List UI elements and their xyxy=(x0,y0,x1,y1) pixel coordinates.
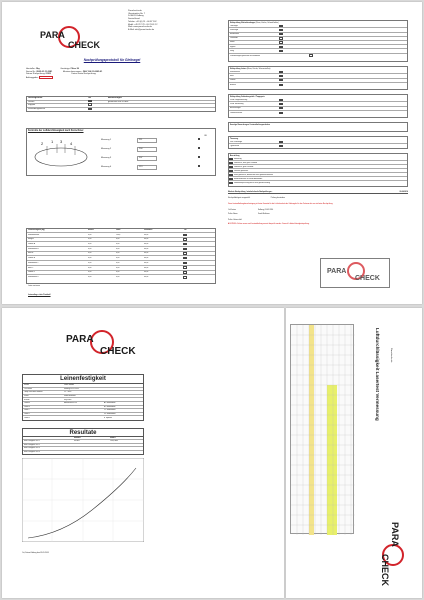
measurements: OK Messung 1 211 Messung 2 204 Messung 3 207 Messung 4 213 xyxy=(101,135,207,169)
sheet2-footer: Ort, Datum Kolberg den 09.05.2014 xyxy=(22,552,49,554)
page-title: Nachprüfungsprotokoll für Gleitsegel xyxy=(83,58,141,62)
stamp: PARA CHECK xyxy=(320,258,390,288)
parachecks-logo-2: PARA CHECK xyxy=(60,328,140,368)
vertical-subtitle: Parachecks.de xyxy=(390,348,392,363)
trim-box: Trimmung DHV Gütesiegel Typenschild xyxy=(228,136,408,149)
next-check: Nächste Nachprüfung / wiederholende Nachprüfungen: 09.06.2016 xyxy=(228,191,408,193)
canopy-inspection: Sichtprüfung Gleitschirmkappe (Risse, Knicke, Schweißnähte) Obersegel Untersegel Einlaßkante Zellwände Nähte Rippen Fang Profilöffnungen gemessen mit Bandmaß xyxy=(228,20,408,62)
assessment-box: Beurteilung Neuwertig Gebraucht, sehr guter Zustand Gebraucht, guter Zustand Deutlich gebraucht Stark gebraucht, demnächst nach gebrauchsnähren Materialkontrolle in kurzen Abständen Überbeanspruchung durch nicht gebrauchsfähig xyxy=(228,153,408,187)
line-strength-page xyxy=(2,308,284,598)
gleitsegel-table: Gleitsegeltuch OK Bemerkungen Leinen gemessen mit 26 daN Kappen Verbindungsleinen xyxy=(26,96,216,112)
laser-data-grid xyxy=(290,324,354,534)
lines-inspection: Sichtprüfung Leinen (Risse, Knicke, Scheuerstellen) Stammleinen Mitte Galerie Bremse xyxy=(228,66,408,90)
parachecks-logo-3: PARA CHECK xyxy=(364,520,414,590)
remarks-box: Sonstige Bemerkungen / Instandhaltungsarbeiten xyxy=(228,122,408,132)
parachecks-logo: PARA CHECK xyxy=(36,22,106,62)
right-column: Sichtprüfung Gleitschirmkappe (Risse, Knicke, Schweißnähte) Obersegel Untersegel Einlaßkante Zellwände Nähte Rippen Fang Profilöffnungen gemessen mit Bandmaß Sichtprüfung Leinen (Risse, Knicke, Scheuerstellen) Stammleinen Mitte Galerie Bremse Sichtprüfung Verbindungsteile / Tragegurte Gurte Längenmessung Gurte Verformung Beschleuniger Leinenschlösser Sonstige Bemerkungen / Instandhaltungsarbeiten Trimmung DHV Gütesiegel Typenschild Beurteilung Neuwertig Gebraucht, sehr guter Zustand Gebraucht, guter Zustand Deutlich gebraucht Stark gebraucht, demnächst nach gebrauchsnähren Materialkontrolle in kurzen Abständen Überbeanspruchung durch nicht gebrauchsfähig Nächste Nachprüfung / wiederholende Nachprüfungen: 09.06.2016 Nachprüfbefugnis ausgestellt: Prüfung bestanden Diese Instandhaltungsbescheinigung ist keine Garantie für die Luftsicherheit des Gleitsegels für den Zeitraum bis zur nächsten Nachprüfung. Ort Datum Kolberg, 09.05.2014 Prüfer Name Frank Mathisen Prüfer Unterschrift ACHTUNG: Schirm muss nach Instandhaltung erneut überprüft werden. Danach Luftdurchlässigkeitsprüfung. xyxy=(228,21,408,226)
strength-info-table: Leinenfestigkeit Kunde Peter Sonder Ort Datum Kolberg 09.05.2014 Temp./Feuchte/Luftdruck 22° / 60% Prüfer Frank Mathisen Schirm Sky Flites Leine A Edelrid 6843-120 A1 Stammleine Leine B B1 Stammleine Leine C C1 Stammleine Leine D D1 Stammleine Leine E E Topleine xyxy=(22,374,144,421)
device-fields: Hersteller: Sky Gerätetyp: Flites 26 Serien Nr.: 2003-01-11-2381 Musterzulassungsnr.: DHV GS 01-0005-01 Datum Rückprüfung: 01/03 Datum letzte Nachprüfung: Auftraggeber: xyxy=(26,68,103,80)
risers-inspection: Sichtprüfung Verbindungsteile / Tragegurte Gurte Längenmessung Gurte Verformung Beschleuniger Leinenschlösser xyxy=(228,94,408,118)
vertical-title: Luftdurchlässigkeit Lasertest Vermessung xyxy=(375,328,380,421)
line-strength-table: Leinenfestigkeit (Kg) Rechts Links Grenzwert OK Stammleine A1 0,00 136,0 60,00 Mittlg A 0,00 0,00 60,00 Galerie A 0,00 0,00 60,00 Stammleine B 0,00 0,00 60,00 Mitte B 0,00 0,00 60,00 Galerie B 0,00 0,00 60,00 Stammleine C 0,00 0,00 60,00 Mitte C 0,00 0,00 60,00 Galerie C 0,00 0,00 60,00 Stammleine D 0,00 0,00 60,00 xyxy=(26,228,216,284)
company-info: Parachecks.de Oberstaetter Str. 7 D-36011 Kolberg Deutschland Telefon: +49 (0) 51 - 60 87 102 Mobil: +49 217 78 - 09 23 61 12 Web: www.parachecks.de E-Mail: info@parachecks.de xyxy=(128,10,158,31)
strength-curve-plot xyxy=(22,458,144,542)
vertical-title-wrap xyxy=(364,328,384,508)
protocol-page: PARA CHECK Parachecks.de Oberstaetter Str. 7 D-36011 Kolberg Deutschland Telefon: +49 (0) 51 - 60 87 102 Mobil: +49 217 78 - 09 23 61 12 Web: www.parachecks.de E-Mail: info@parachecks.de Nachprüfungsprotokoll für Gleitsegel Hersteller: Sky Gerätetyp: Flites 26 Serien Nr.: 2003-01-11-2381 Musterzulassungsnr.: DHV GS 01-0005-01 Datum Rückprüfung: 01/03 Datum letzte Nachprüfung: Auftraggeber: Gleitsegeltuch OK Bemerkungen Leinen gemessen mit 26 daN Kappen Verbindungsleinen Kontrolle der Luftdurchlässigkeit nach Kretschmer 2 1 3 4 OK Messung 1 211 Messung 2 204 Messung 3 207 Messung 4 213 Leinenfestigkeit (Kg) Rechts Links Grenzwert OK Stammleine A1 0,00 136,0 60,00 Mittlg A 0,00 0,00 60,00 Galerie A 0,00 0,00 60,00 Stammleine B 0,00 0,00 60,00 Mitte B 0,00 0,00 60,00 Galerie B 0,00 0,00 60,00 Stammleine C 0,00 0,00 60,00 Mitte C 0,00 0,00 60,00 Galerie C 0,00 0,00 60,00 Stammleine D 0,00 0,00 60,00 Leine von innen Leinendiagr. siehe Protokoll Sichtprüfung Gleitschirmkappe (Risse, Knicke, Schweißnähte) Obersegel Untersegel Einlaßkante Zellwände Nähte Rippen Fang Profilöffnungen gemessen mit Bandmaß Sichtprüfung Leinen (Risse, Knicke, Scheuerstellen) Stammleinen Mitte Galerie Bremse Sichtprüfung Verbindungsteile / Tragegurte Gurte Längenmessung Gurte Verformung Beschleuniger Leinenschlösser Sonstige Bemerkungen / Instandhaltungsarbeiten Trimmung DHV Gütesiegel Typenschild Beurteilung Neuwertig Gebraucht, sehr guter Zustand Gebraucht, guter Zustand Deutlich gebraucht Stark gebraucht, demnächst nach gebrauchsnähren Materialkontrolle in kurzen Abständen Überbeanspruchung durch nicht gebrauchsfähig Nächste Nachprüfung / wiederholende Nachprüfungen: 09.06.2016 Nachprüfbefugnis ausgestellt: Prüfung bestanden Diese Instandhaltungsbescheinigung ist keine Garantie für die Luftsicherheit des Gleitsegels für den Zeitraum bis zur nächsten Nachprüfung. Ort Datum Kolberg, 09.05.2014 Prüfer Name Frank Mathisen Prüfer Unterschrift ACHTUNG: Schirm muss nach Instandhaltung erneut überprüft werden. Danach Luftdurchlässigkeitsprüfung. PARA CHECK xyxy=(2,2,422,304)
warning-text: Diese Instandhaltungsbescheinigung ist keine Garantie für die Luftsicherheit des Gleitsegels für den Zeitraum bis zur nächsten Nachprüfung. xyxy=(228,203,334,206)
results-table: Resultate Sollwert Istwert Max Festigkeit Test 1 60 daN 136,0 daN Max Festigkeit Test 2 Max Festigkeit Test 3 Max Festigkeit Test 4 xyxy=(22,428,144,455)
air-permeability-box: Kontrolle der Luftdurchlässigkeit nach Kretschmer 2 1 3 4 OK Messung 1 211 Messung 2 204 Messung 3 207 Messung 4 213 xyxy=(26,128,216,176)
laser-test-page xyxy=(286,308,422,598)
